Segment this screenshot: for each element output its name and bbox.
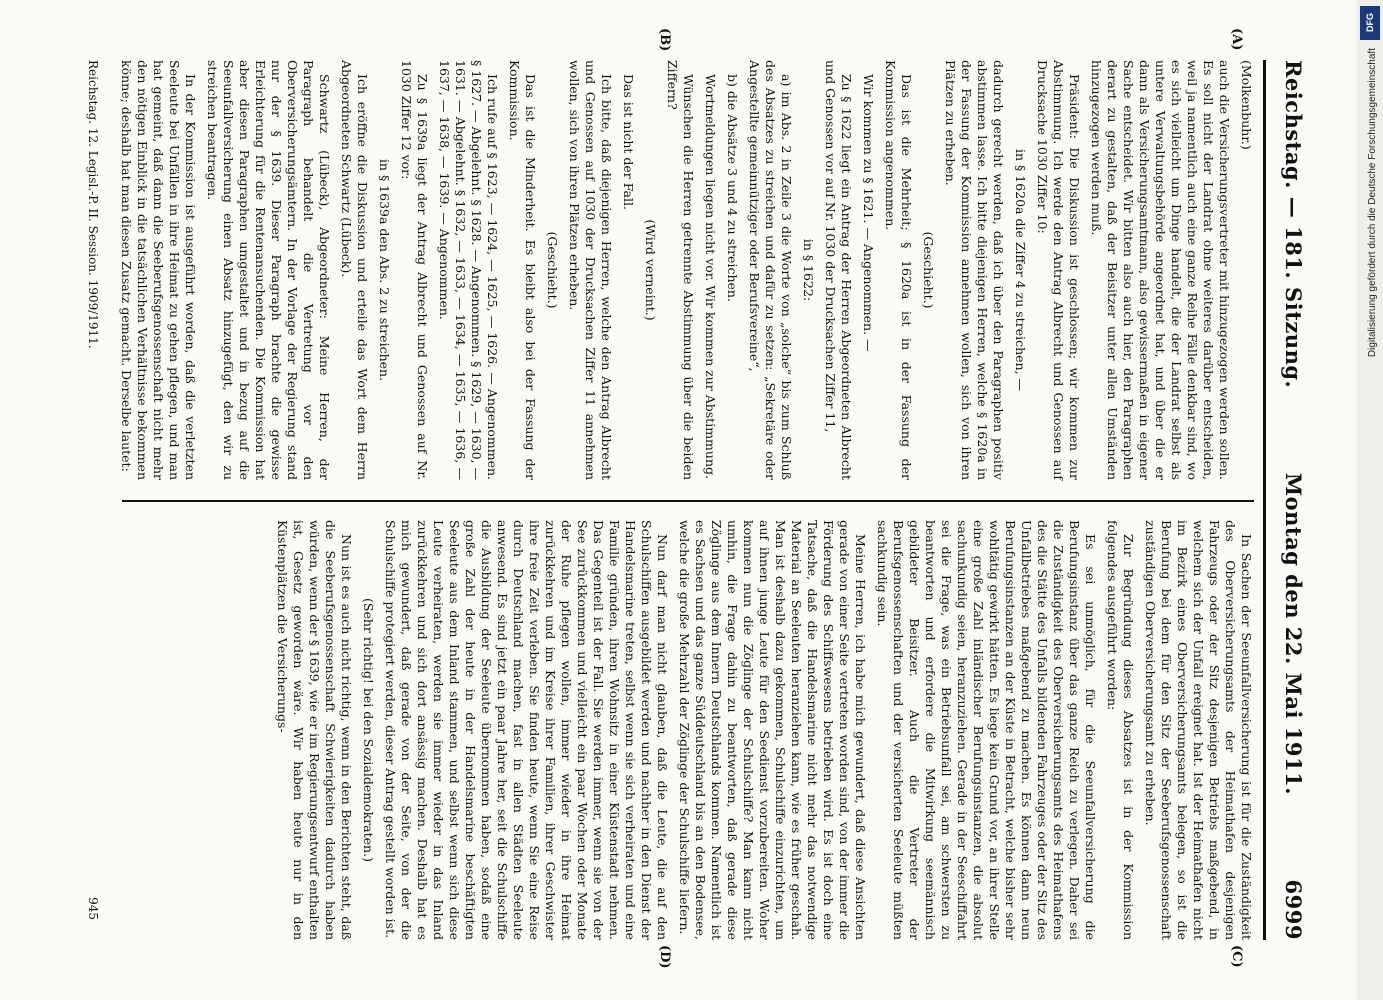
digitization-credit: Digitalisierung gefördert durch die Deutsche Forschungsgemeinschaft [1367, 48, 1378, 358]
marker-d: (D) [656, 945, 672, 969]
marker-c: (C) [1228, 945, 1244, 968]
paragraph: Wir kommen zu § 1621. — Angenommen. — [860, 74, 876, 352]
paragraph: dadurch gerecht werden, daß ich über den Paragraphen positiv abstimmen lasse. Ich bitte diejenigen Herren, welche § 1620a in der Fassung der Kommission annehmen wollen, sich von ihren Plätzen zu erheben. [942, 60, 1006, 480]
paragraph: Wünschen die Herren getrennte Abstimmung über die beiden Ziffern? [664, 60, 696, 480]
paragraph: Das ist die Mehrheit; § 1620a ist in der Fassung der Kommission angenommen. [882, 60, 914, 480]
column-divider [122, 500, 1254, 502]
header-page-number: 6999 [1281, 879, 1306, 940]
paragraph: Das ist die Minderheit. Es bleibt also bei der Fassung der Kommission. [506, 60, 538, 480]
motion-text: a) im Abs. 2 in Zeile 3 die Worte von „solche“ bis zum Schluß des Absatzes zu streichen und dafür zu setzen: „Sekretäre oder Angestellte gemeinnütziger oder Berufsvereine“, [746, 60, 794, 480]
page [52, 20, 1332, 980]
interjection: (Sehr richtig! bei den Sozialdemokraten.) [360, 598, 376, 862]
left-column [118, 60, 1254, 480]
paragraph: In der Kommission ist ausgeführt worden, daß die verletzten Seeleute bei Unfällen in ihre Heimat zu gehen pflegen, und man hat gemeint, daß dann die Seeberufsgenossenschaft nicht mehr den nötigen Einblick in die tatsächlichen Verhältnisse bekommen könne; deshalb hat man diesen Zusatz gemacht. Derselbe lautet: [118, 60, 198, 480]
digitization-sidebar [1357, 0, 1383, 1000]
marker-a: (A) [1228, 28, 1244, 51]
paragraph: Wortmeldungen liegen nicht vor. Wir kommen zur Abstimmung. [702, 74, 718, 479]
paragraph: Das ist nicht der Fall. [620, 74, 636, 210]
paragraph: Zu § 1622 liegt ein Antrag der Herren Abgeordneten Albrecht und Genossen vor auf Nr. 1030 der Drucksachen Ziffer 11, [822, 60, 854, 480]
paragraph: Nun ist es auch nicht richtig, wenn in den Berichten steht, daß die Seeberufsgenossenschaft Schwierigkeiten dadurch haben würden, wenn der § 1639, wie er im Regierungsentwurf enthalten ist, Gesetz geworden wäre. Wir haben heute nur in den Küstenplätzen die Versicherungs- [274, 520, 354, 940]
marker-b: (B) [656, 28, 672, 52]
motion-text: in § 1639a den Abs. 2 zu streichen. [376, 158, 392, 382]
interjection: (Geschieht.) [544, 231, 560, 309]
speaker-tag: (Molkenbuhr.) [1238, 60, 1254, 150]
header-left: Reichstag. — 181. Sitzung. [1281, 60, 1306, 389]
header-center: Montag den 22. Mai 1911. [1281, 472, 1306, 796]
paragraph: Nun darf man nicht glauben, daß die Leute, die auf den Schulschiffen ausgebildet werden und nachher in den Dienst der Handelsmarine treten, selbst wenn sie sich verheiraten und eine Familie gründen, ihren Wohnsitz in einer Küstenstadt nehmen. Das Gegenteil ist der Fall. Sie werden immer, wenn sie von der See zurückkommen und vielleicht ein paar Wochen oder Monate der Ruhe pflegen wollen, immer wieder in ihre Heimat zurückkehren und im Kreise ihrer Familien, ihrer Geschwister ihre freie Zeit verleben. Sie finden heute, wenn Sie eine Reise durch Deutschland machen, fast in allen Städten Seeleute anwesend. Es sind jetzt ein paar Jahre her, seit die Schulschiffe die Ausbildung der Seeleute übernommen haben, sodaß eine große Zahl der heute in der Handelsmarine beschäftigten Seeleute aus dem Inland stammen, und selbst wenn sich diese Leute verheiraten, werden sie immer wieder in das Inland zurückkehren und sich dort ansässig machen. Deshalb hat es mich gewundert, daß gerade von der Seite, von der die Schulschiffe protegiert werden, dieser Antrag gestellt worden ist. [382, 520, 670, 940]
header-rule [1263, 60, 1266, 940]
motion-text: b) die Absätze 3 und 4 zu streichen. [724, 74, 740, 302]
scanned-page-rotated [52, 20, 1332, 980]
paragraph: Zur Begründung dieses Absatzes ist in der Kommission folgendes ausgeführt worden: [1104, 520, 1136, 940]
paragraph: Ich rufe auf § 1623, — 1624, — 1625, — 1626. — Angenommen. § 1627. — Abgelehnt. § 1628. — Angenommen. § 1629, — 1630, — 1631. — Abgelehnt. § 1632, — 1633, — 1634, — 1635, — 1636, — 1637, — 1638, — 1639. — Angenommen. [436, 60, 500, 480]
paragraph: Präsident: Die Diskussion ist geschlossen; wir kommen zur Abstimmung. Ich werde den Antrag Albrecht und Genossen auf Drucksache 1030 Ziffer 10: [1034, 60, 1082, 480]
footer-citation: Reichstag. 12. Legisl.-P. II. Session. 1909/1911. [85, 60, 100, 349]
paragraph: Ich eröffne die Diskussion und erteile das Wort dem Herrn Abgeordneten Schwartz (Lübeck). [338, 60, 370, 480]
paragraph: Ich bitte, daß diejenigen Herren, welche den Antrag Albrecht und Genossen auf 1030 der Drucksachen Ziffer 11 annehmen wollen, sich von ihren Plätzen erheben. [566, 60, 614, 480]
dfg-logo: DFG [1360, 6, 1380, 40]
quoted-paragraph: In Sachen der Seeunfallversicherung ist für die Zuständigkeit des Oberversicherungsamts der Heimathafen desjenigen Fahrzeugs oder der Sitz desjenigen Betriebs maßgebend, in welchem sich der Unfall ereignet hat. Ist der Heimathafen nicht im Bezirk eines Oberversicherungsamts belegen, so ist die Berufung bei dem für den Sitz der Seeberufsgenossenschaft zuständigen Oberversicherungsamt zu erheben. [1142, 520, 1254, 940]
interjection: (Wird verneint.) [642, 219, 658, 321]
paragraph: Zu § 1639a liegt der Antrag Albrecht und Genossen auf Nr. 1030 Ziffer 12 vor: [398, 60, 430, 480]
paragraph: auch die Versicherungsvertreter mit hinzugezogen werden sollen. Es soll nicht der Landrat ohne weiteres darüber entscheiden, weil ja namentlich auch eine ganze Reihe Fälle denkbar sind, wo es sich vielleicht um Dinge handelt, die der Landrat selbst als untere Verwaltungsbehörde angeordnet hat, und über die er dann als Versicherungsamtmann, also gewissermaßen in eigener Sache entscheidet. Wir bitten also auch hier, den Paragraphen derart zu gestalten, daß der Beisitzer unter allen Umständen hinzugezogen werden muß. [1088, 60, 1232, 480]
right-column [122, 520, 1254, 940]
paragraph: Schwartz (Lübeck), Abgeordneter: Meine Herren, der Paragraph behandelt die Vertretung vor den Oberversicherungsämtern. In der Vorlage der Regierung stand nur der § 1639. Dieser Paragraph brachte die gewisse Erleichterung für die Rentenansuchenden. Die Kommission hat aber diesen Paragraphen umgestaltet und in bezug auf die Seeunfallversicherung einen Absatz hinzugefügt, den wir zu streichen beantragen. [204, 60, 332, 480]
motion-text: in § 1622: [800, 238, 816, 302]
motion-text: in § 1620a die Ziffer 4 zu streichen, — [1012, 148, 1028, 392]
interjection: (Geschieht.) [920, 231, 936, 309]
quoted-paragraph: Es sei unmöglich, für die Seeunfallversicherung die Berufungsinstanz über das ganze Reich zu verlegen. Daher sei die Zuständigkeit des Oberversicherungsamts des Heimathafens des die Stätte des Unfalls bildenden Fahrzeuges oder der Sitz des Unfallbetriebes maßgebend zu machen. Es können dann neun Berufungsinstanzen an der Küste in Betracht, welche bisher sehr wohltätig gewirkt hätten. Es liege kein Grund vor, an ihrer Stelle eine große Zahl inländischer Berufungsinstanzen, die absolut sachunkundig seien, heranzuziehen. Gerade in der Seeschiffahrt sei die Frage, was ein Betriebsunfall sei, am schwersten zu beantworten und erfordere die Mitwirkung seemännisch gebildeter Beisitzer. Auch die Vertreter der Berufsgenossenschaften und der versicherten Seeleute müßten sachkundig sein. [874, 520, 1098, 940]
page-header [1274, 60, 1314, 940]
paragraph: Meine Herren, ich habe mich gewundert, daß diese Ansichten gerade von einer Seite vertreten worden sind, von der immer die Förderung des Schiffswesens betrieben wird. Es ist doch eine Tatsache, daß die Handelsmarine nicht mehr das notwendige Material an Seeleuten heranziehen kann, wie es früher geschah. Man ist deshalb dazu gekommen, Schulschiffe einzurichten, um auf ihnen junge Leute für den Seedienst vorzubereiten. Woher kommen nun die Zöglinge der Schulschiffe? Man kann nicht umhin, die Frage dahin zu beantworten, daß gerade diese Zöglinge aus dem Innern Deutschlands kommen. Namentlich ist es Sachsen und das ganze Süddeutschland bis an den Bodensee, welche die große Mehrzahl der Zöglinge der Schulschiffe liefern. [676, 520, 868, 940]
sheet-number: 945 [85, 897, 100, 920]
